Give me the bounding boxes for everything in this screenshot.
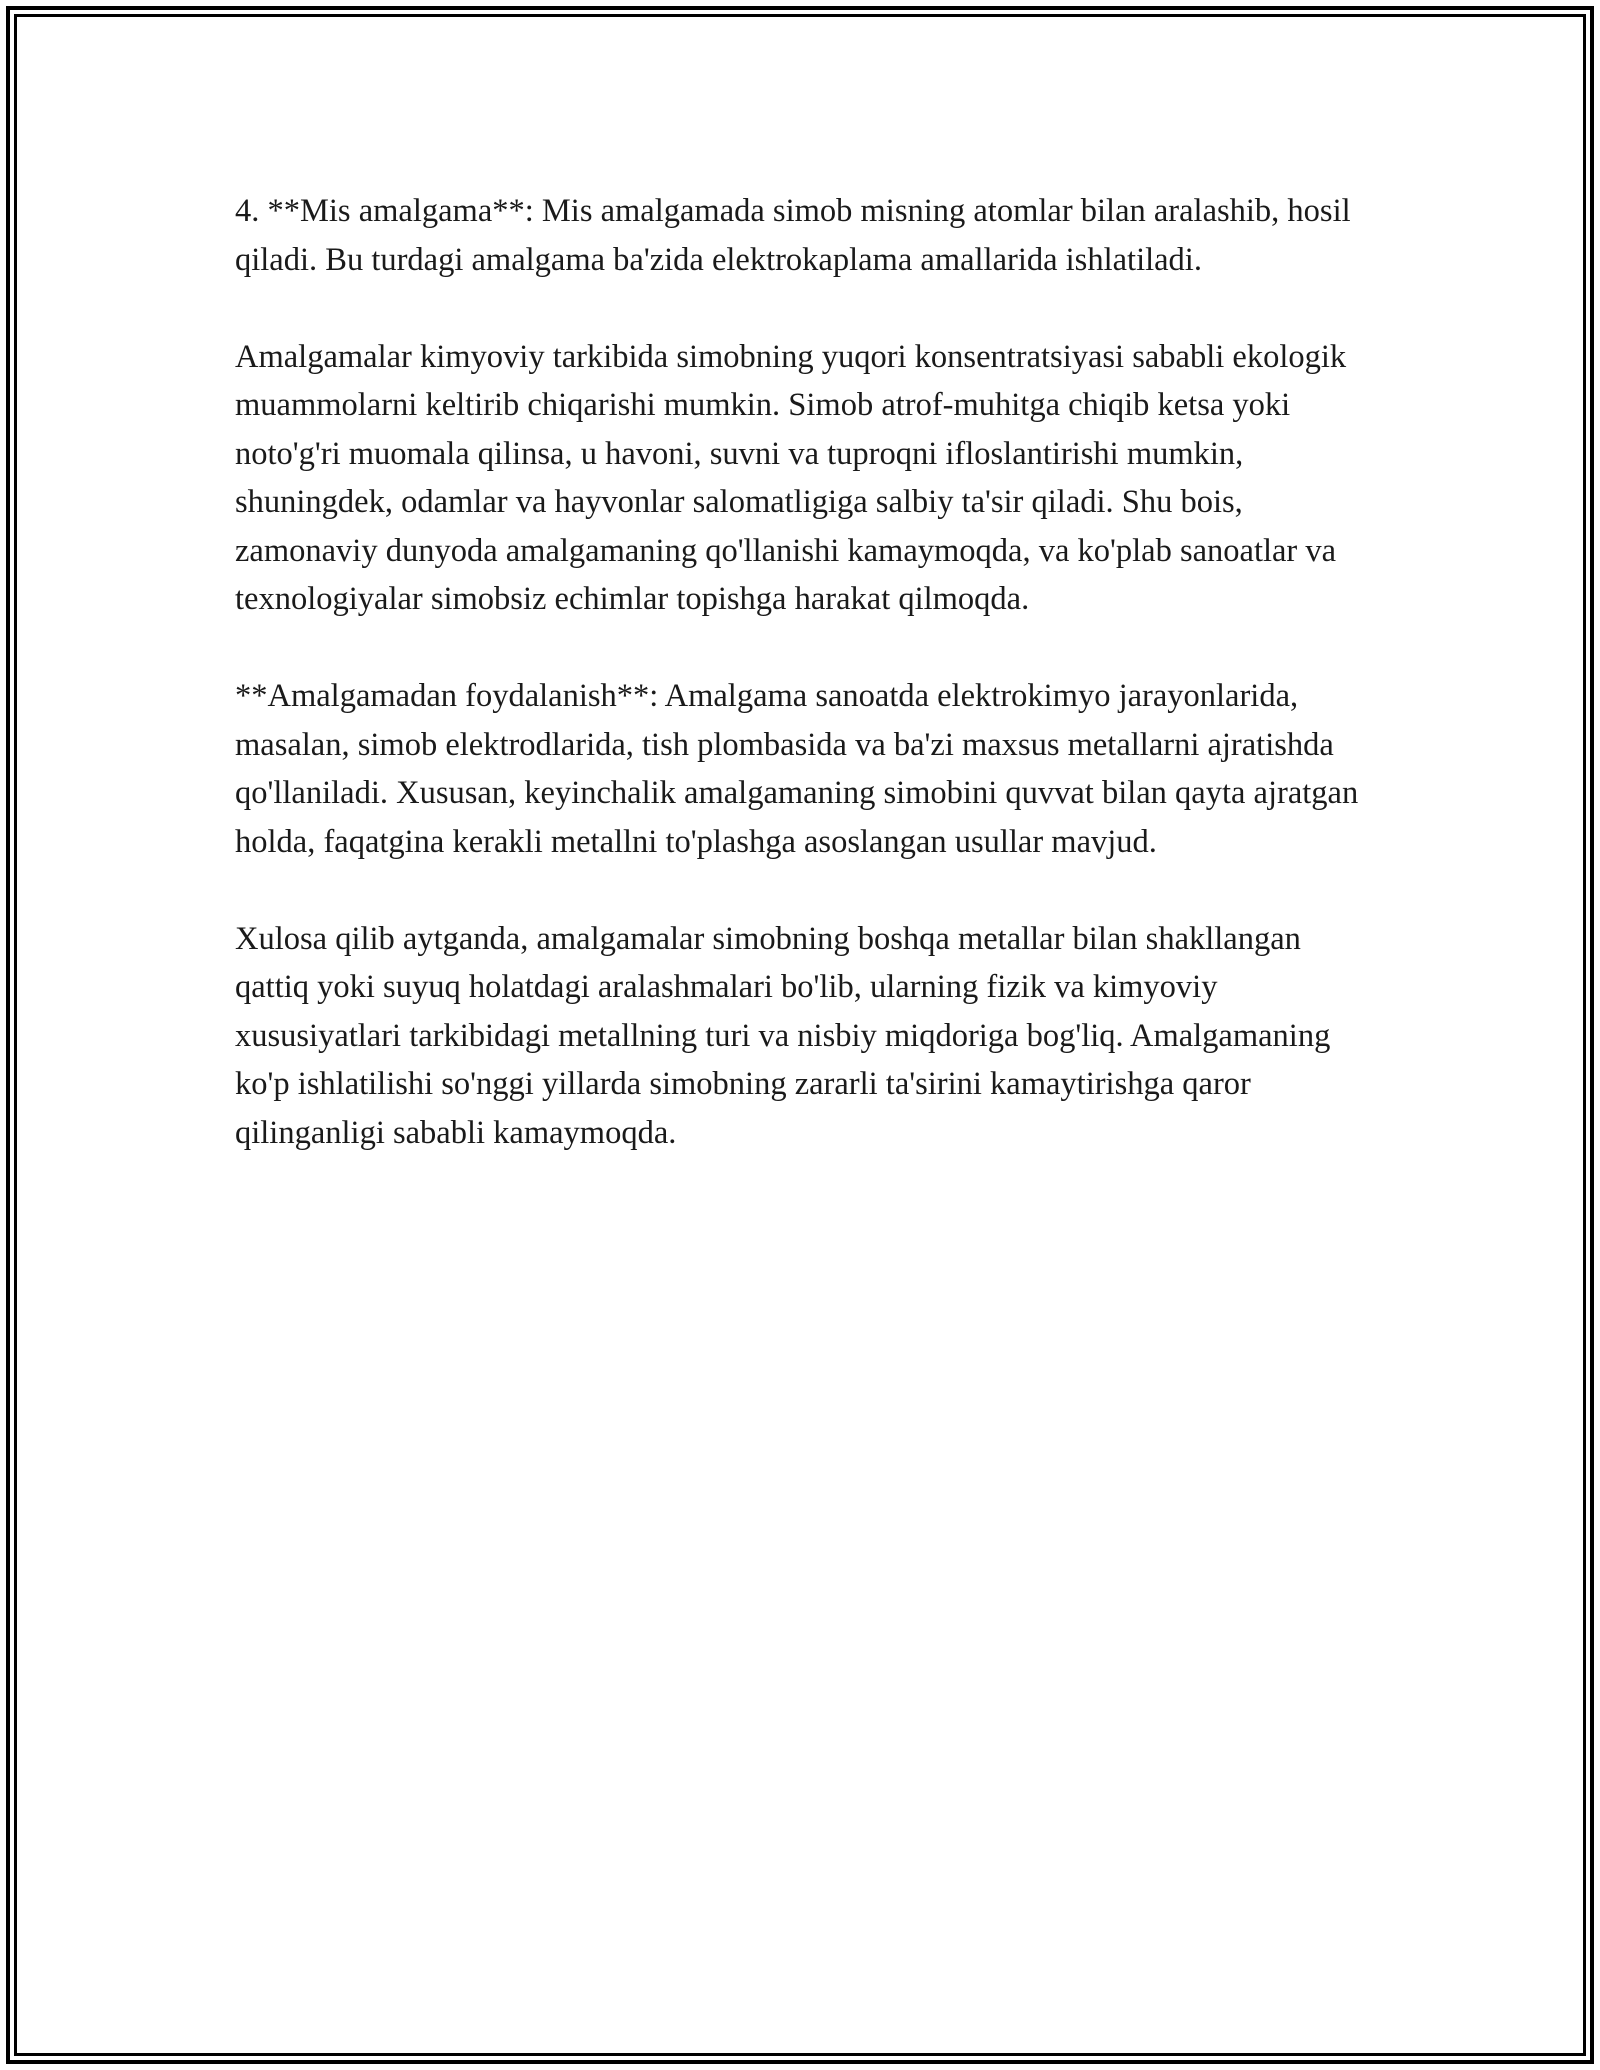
paragraph-conclusion: Xulosa qilib aytganda, amalgamalar simobning boshqa metallar bilan shakllangan qattiq yoki suyuq holatdagi aralashmalari bo'lib, ularning fizik va kimyoviy xususiyatlari tarkibidagi metallning turi va nisbiy miqdoriga bog'liq. Amalgamaning ko'p ishlatilishi so'nggi yillarda simobning zararli ta'sirini kamaytirishga qaror qilinganligi sababli kamaymoqda. bbox=[235, 920, 1331, 1151]
document-body bbox=[235, 187, 1370, 1206]
paragraph-copper-amalgam: 4. **Mis amalgama**: Mis amalgamada simob misning atomlar bilan aralashib, hosil qiladi. Bu turdagi amalgama ba'zida elektrokaplama amallarida ishlatiladi. bbox=[235, 193, 1351, 278]
paragraph-amalgam-uses: **Amalgamadan foydalanish**: Amalgama sanoatda elektrokimyo jarayonlarida, masalan, simob elektrodlarida, tish plombasida va ba'zi maxsus metallarni ajratishda qo'llaniladi. Xususan, keyinchalik amalgamaning simobini quvvat bilan qayta ajratgan holda, faqatgina kerakli metallni to'plashga asoslangan usullar mavjud. bbox=[235, 678, 1359, 860]
paragraph-environmental-issues: Amalgamalar kimyoviy tarkibida simobning yuqori konsentratsiyasi sababli ekologik muammolarni keltirib chiqarishi mumkin. Simob atrof-muhitga chiqib ketsa yoki noto'g'ri muomala qilinsa, u havoni, suvni va tuproqni ifloslantirishi mumkin, shuningdek, odamlar va hayvonlar salomatligiga salbiy ta'sir qiladi. Shu bois, zamonaviy dunyoda amalgamaning qo'llanishi kamaymoqda, va ko'plab sanoatlar va texnologiyalar simobsiz echimlar topishga harakat qilmoqda. bbox=[235, 338, 1347, 617]
